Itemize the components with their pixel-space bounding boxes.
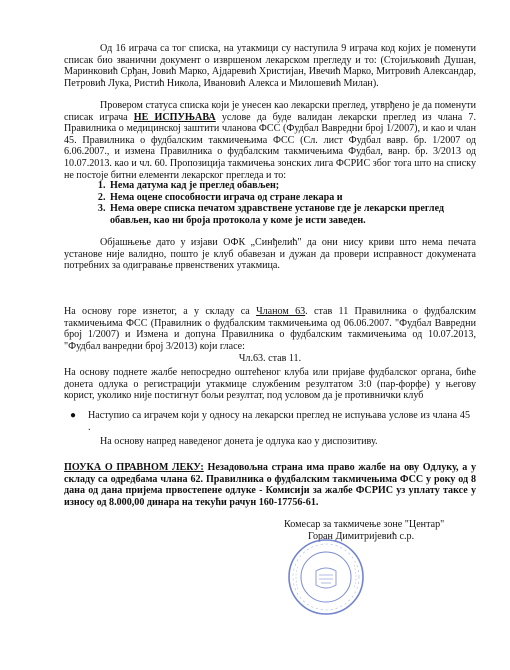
paragraph-players: Од 16 играча са тог списка, на утакмици су наступила 9 играча код којих је поменути списак био званични документ о извршеном лекарском прегледу и то: (Стојиљковић Душан, Маринковић Срђан, Јовић Марко, Ајдаревић Христијан, Ивечић Марко, Митровић Александар, Петровић Лука, Ристић Никола, Ивановић Алекса и Милошевић Милан). <box>64 43 476 89</box>
legal-remedy-section <box>64 462 476 508</box>
article-63-link[interactable]: Чланом 63 <box>256 306 306 317</box>
paragraph-appeal-rule: На основу поднете жалбе непосредно оштећеног клуба или пријаве фудбалског органа, биће донета одлука о регистрацији утакмице службеним резултатом 3:0 (пар-форфе) у његову корист, уколико није постигнут бољи резултат, под условом да је противнички клуб <box>64 367 476 402</box>
official-stamp-icon <box>286 537 366 617</box>
legal-basis-pre: На основу горе изнетог, а у складу са <box>64 306 257 317</box>
legal-remedy-label: ПОУКА О ПРАВНОМ ЛЕКУ: <box>64 462 204 473</box>
status-text-post: услове да буде валидан лекарски преглед из члана 7. Правилника о медицинској заштити чланова ФСС (Фудбал Вавредни број 1/2007), и као и члан 45. Правилника о фудбалским такмичењима ФСС (Сл. лист Фудбал вавр. бр. 1/2007 од 6.06.2007., и измена Правилника о фудбалским такмичењима Фудбал, ванр. бр. 3/2013 од 10.07.2013. као и чл. 60. Пропозиција такмичења зонских лига ФСРИС због тога што на списку не постоје битни елементи лекарског прегледа и то: <box>64 111 476 181</box>
status-text-pre: Провером статуса списка који је унесен као лекарски преглед, утврђено је да поменути списак играча <box>64 100 476 123</box>
paragraph-conclusion: На основу напред наведеног донета је одлука као у диспозитиву. <box>100 436 378 447</box>
list-item: 1. Нема датума кад је преглед обављен; <box>108 180 476 192</box>
paragraph-status-check <box>64 100 476 181</box>
signatory-title: Комесар за такмичење зоне "Центар" <box>284 519 445 530</box>
signatory-name: Горан Димитријевић с.р. <box>308 531 415 542</box>
bullet-icon: ● <box>70 410 77 421</box>
list-item: 3. Нема овере списка печатом здравствене установе где је лекарски преглед обављен, као ни броја протокола у коме је исти заведен. <box>108 203 476 226</box>
bullet-condition: ● Наступио са играчем који у односу на лекарски преглед не испуњава услове из члана 45 . <box>70 410 470 433</box>
article-heading: Чл.63. став 11. <box>238 353 302 364</box>
paragraph-legal-basis <box>64 306 476 352</box>
missing-elements-list <box>64 180 476 226</box>
list-item: 2. Нема оцене способности играча од стране лекара и <box>108 192 476 204</box>
paragraph-explanation: Објашњење дато у изјави ОФК „Синђелић" да они нису криви што нема печата установе није валидно, пошто је клуб обавезан и дужан да провери исправност докумената потребних за одигравање првенствених утакмица. <box>64 237 476 272</box>
not-fulfilled-emphasis: НЕ ИСПУЊАВА <box>133 111 216 123</box>
legal-remedy-text: Незадовољна страна има право жалбе на ову Одлуку, а у складу са одредбама члана 62. Правилника о фудбалским такмичењима ФСС у року од 8 дана од дана пријема првостепене одлуке - Комисији за жалбе ФСРИС уз уплату таксе у износу од 8.000,00 динара на текући рачун 160-17756-61. <box>64 462 476 508</box>
legal-basis-post: . став 11 Правилника о фудбалским такмичењима ФСС (Правилник о фудбалским такмичењима од 06.06.2007. "Фудбал Вавредни број 1/2007) и Измена и допуна Правилника о фудбалским такмичењима од 10.07.2013, "Фудбал ванредни број 3/2013) који гласе: <box>64 306 476 352</box>
